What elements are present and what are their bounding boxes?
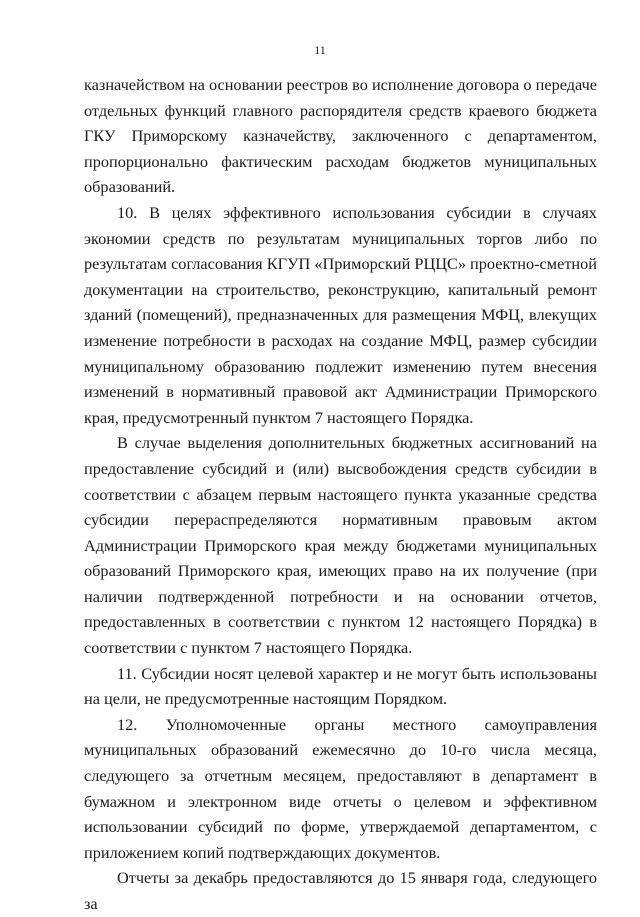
paragraph-continuation: казначейством на основании реестров во исполнение договора о передаче отдельных функций главного распорядителя средств краевого бюджета ГКУ Приморскому казначейству, заключенного с департаментом, пропорционально фактическим расходам бюджетов муниципальных образований. [84,75,597,197]
paragraph-item-10-part-2: В случае выделения дополнительных бюджетных ассигнований на предоставление субсидий и (или) высвобождения средств субсидии в соответствии с абзацем первым настоящего пункта указанные средства субсидии перераспределяются нормативным правовым актом Администрации Приморского края между бюджетами муниципальных образований Приморского края, имеющих право на их получение (при наличии подтвержденной потребности и на основании отчетов, предоставленных в соответствии с пунктом 12 настоящего Порядка) в соответствии с пунктом 7 настоящего Порядка. [84,433,597,658]
body-text [84,72,597,917]
paragraph-item-10: 10. В целях эффективного использования субсидии в случаях экономии средств по результатам муниципальных торгов либо по результатам согласования КГУП «Приморский РЦЦС» проектно-сметной документации на строительство, реконструкцию, капитальный ремонт зданий (помещений), предназначенных для размещения МФЦ, влекущих изменение потребности в расходах на создание МФЦ, размер субсидии муниципальному образованию подлежит изменению путем внесения изменений в нормативный правовой акт Администрации Приморского края, предусмотренный пунктом 7 настоящего Порядка. [84,202,597,427]
paragraph-item-12-part-2: Отчеты за декабрь предоставляются до 15 января года, следующего за [84,868,597,913]
paragraph-item-12: 12. Уполномоченные органы местного самоуправления муниципальных образований ежемесячно до 10-го числа месяца, следующего за отчетным месяцем, предоставляют в департамент в бумажном и электронном виде отчеты о целевом и эффективном использовании субсидий по форме, утверждаемой департаментом, с приложением копий подтверждающих документов. [84,714,597,862]
paragraph-item-11: 11. Субсидии носят целевой характер и не могут быть использованы на цели, не предусмотренные настоящим Порядком. [84,663,597,709]
page-number: 11 [314,43,326,57]
